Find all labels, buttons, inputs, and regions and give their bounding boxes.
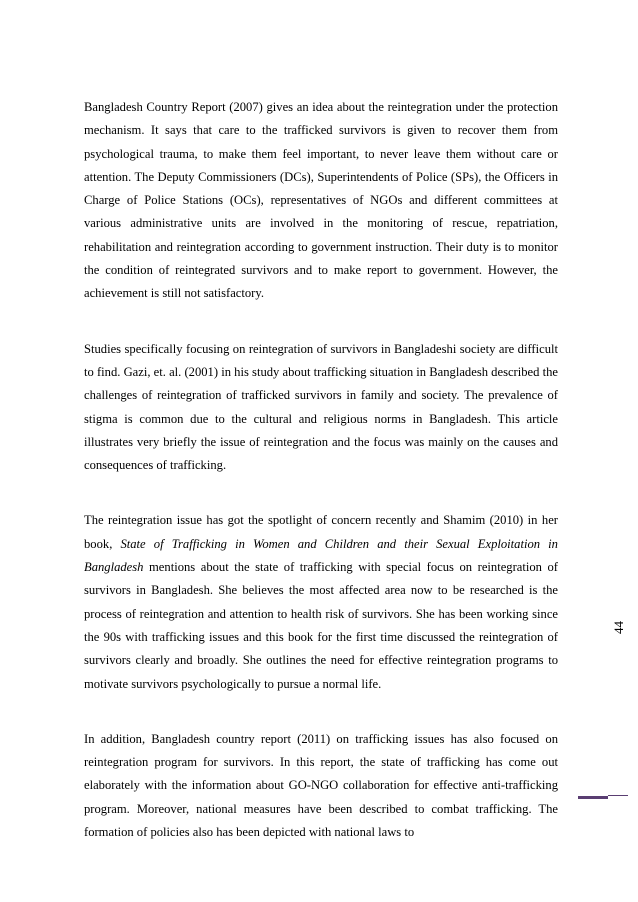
paragraph-shamim-book — [84, 509, 558, 695]
paragraph-shamim-body: mentions about the state of trafficking with special focus on reintegration of survivors in Bangladesh. She believes the most affected area now to be researched is the process of reintegration and attention to health risk of survivors. She has been working since the 90s with trafficking issues and this book for the first time discussed the reintegration of survivors clearly and broadly. She outlines the need for effective reintegration programs to motivate survivors psychologically to pursue a normal life. — [84, 560, 558, 691]
page-number-rule-line — [608, 795, 628, 796]
paragraph-country-report-2007: Bangladesh Country Report (2007) gives an idea about the reintegration under the protection mechanism. It says that care to the trafficked survivors is given to recover them from psychological trauma, to make them feel important, to never leave them without care or attention. The Deputy Commissioners (DCs), Superintendents of Police (SPs), the Officers in Charge of Police Stations (OCs), representatives of NGOs and different committees at various administrative units are involved in the monitoring of rescue, repatriation, rehabilitation and reintegration according to government instruction. Their duty is to monitor the condition of reintegrated survivors and to make report to government. However, the achievement is still not satisfactory. — [84, 100, 558, 301]
page-number-rule — [578, 796, 608, 799]
page-number: 44 — [611, 621, 626, 634]
book-title: State of Trafficking in Women and Children and their Sexual Exploitation in Bangladesh — [84, 536, 558, 575]
paragraph-country-report-2011: In addition, Bangladesh country report (2011) on trafficking issues has also focused on reintegration program for survivors. In this report, the state of trafficking has come out elaborately with the information about GO-NGO collaboration for effective anti-trafficking program. Moreover, national measures have been described to combat trafficking. The formation of policies also has been depicted with national laws to — [84, 731, 558, 840]
body-text — [84, 96, 558, 844]
paragraph-shamim-intro: The reintegration issue has got the spotlight of concern recently and Shamim (2010) in her book, — [84, 513, 558, 551]
paragraph-gazi-study: Studies specifically focusing on reintegration of survivors in Bangladeshi society are difficult to find. Gazi, et. al. (2001) in his study about trafficking situation in Bangladesh described the challenges of reintegration of trafficked survivors in family and society. The prevalence of stigma is common due to the cultural and religious norms in Bangladesh. This article illustrates very briefly the issue of reintegration and the focus was mainly on the causes and consequences of trafficking. — [84, 341, 558, 473]
